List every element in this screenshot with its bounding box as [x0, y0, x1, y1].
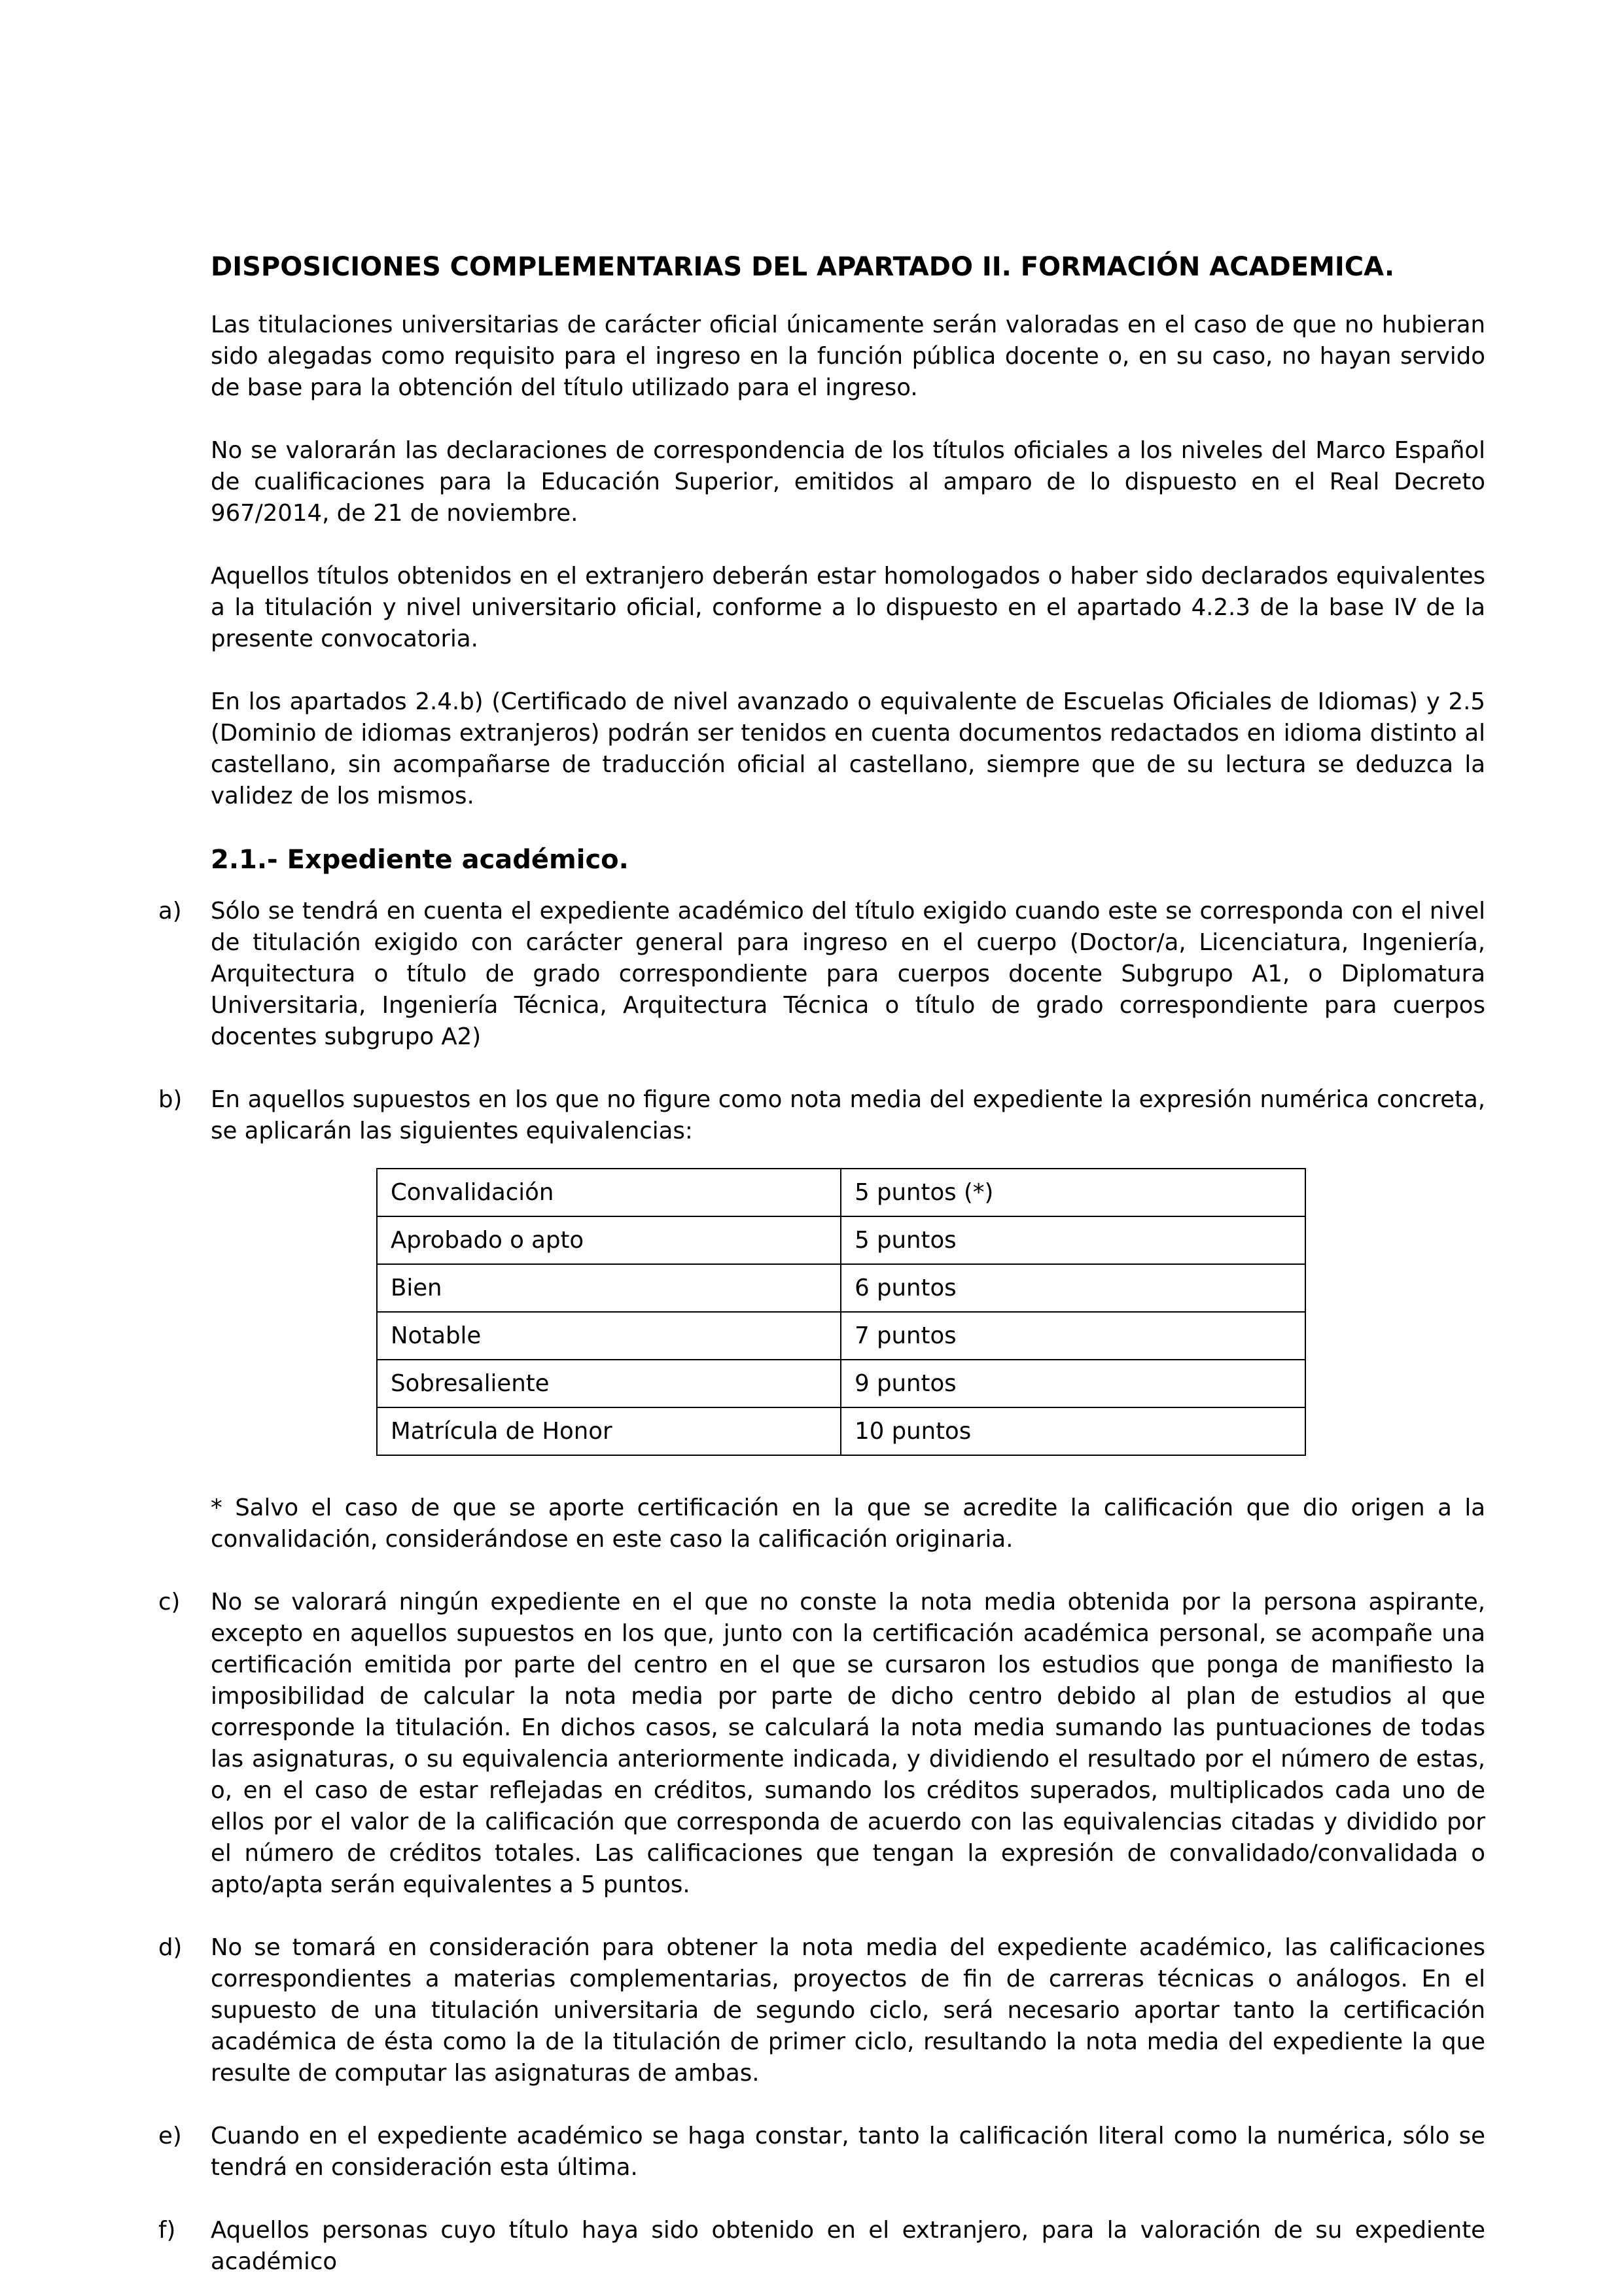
- table-row: [377, 1169, 1305, 1216]
- grade-cell: Sobresaliente: [377, 1360, 841, 1407]
- item-label: f): [158, 2217, 176, 2244]
- footnote: * Salvo el caso de que se aporte certificación en la que se acredite la calificación que dio origen a la convalidación, considerándose en este caso la calificación originaria.: [211, 1494, 1485, 1553]
- points-cell: 9 puntos: [841, 1360, 1305, 1407]
- list-item-f: [158, 2215, 1485, 2278]
- item-text: No se valorará ningún expediente en el que no conste la nota media obtenida por la persona aspirante, excepto en aquellos supuestos en los que, junto con la certificación académica personal, se acompañe una certificación emitida por parte del centro en el que se cursaron los estudios que ponga de manifiesto la imposibilidad de calcular la nota media por parte de dicho centro debido al plan de estudios al que corresponde la titulación. En dichos casos, se calculará la nota media sumando las puntuaciones de todas las asignaturas, o su equivalencia anteriormente indicada, y dividiendo el resultado por el número de estas, o, en el caso de estar reflejadas en créditos, sumando los créditos superados, multiplicados cada uno de ellos por el valor de la calificación que corresponda de acuerdo con las equivalencias citadas y dividido por el número de créditos totales. Las calificaciones que tengan la expresión de convalidado/convalidada o apto/apta serán equivalentes a 5 puntos.: [211, 1589, 1485, 1898]
- grade-cell: Aprobado o apto: [377, 1216, 841, 1264]
- item-text: Sólo se tendrá en cuenta el expediente académico del título exigido cuando este se corresponda con el nivel de titulación exigido con carácter general para ingreso en el cuerpo (Doctor/a, Licenciatura, Ingeniería, Arquitectura o título de grado correspondiente para cuerpos docente Subgrupo A1, o Diplomatura Universitaria, Ingeniería Técnica, Arquitectura Técnica o título de grado correspondiente para cuerpos docentes subgrupo A2): [211, 898, 1485, 1050]
- item-label: a): [158, 898, 182, 925]
- table-row: [377, 1407, 1305, 1455]
- points-cell: 6 puntos: [841, 1264, 1305, 1312]
- item-text: No se tomará en consideración para obtener la nota media del expediente académico, las calificaciones correspondientes a materias complementarias, proyectos de fin de carreras técnicas o análogos. En el supuesto de una titulación universitaria de segundo ciclo, será necesario aportar tanto la certificación académica de ésta como la de la titulación de primer ciclo, resultando la nota media del expediente la que resulte de computar las asignaturas de ambas.: [211, 1934, 1485, 2087]
- table-row: [377, 1312, 1305, 1360]
- list-item-d: [158, 1932, 1485, 2089]
- item-label: c): [158, 1589, 181, 1616]
- grade-cell: Notable: [377, 1312, 841, 1360]
- paragraph-titulaciones: Las titulaciones universitarias de carácter oficial únicamente serán valoradas en el caso de que no hubieran sido alegadas como requisito para el ingreso en la función pública docente o, en su caso, no hayan servido de base para la obtención del título utilizado para el ingreso.: [211, 311, 1485, 401]
- page-heading: DISPOSICIONES COMPLEMENTARIAS DEL APARTADO II. FORMACIÓN ACADEMICA.: [211, 252, 1395, 282]
- grade-cell: Bien: [377, 1264, 841, 1312]
- grade-cell: Matrícula de Honor: [377, 1407, 841, 1455]
- table-row: [377, 1264, 1305, 1312]
- grade-cell: Convalidación: [377, 1169, 841, 1216]
- list-item-b: [158, 1084, 1485, 1147]
- paragraph-extranjero: Aquellos títulos obtenidos en el extranjero deberán estar homologados o haber sido declarados equivalentes a la titulación y nivel universitario oficial, conforme a lo dispuesto en el apartado 4.2.3 de la base IV de la presente convocatoria.: [211, 563, 1485, 652]
- item-label: d): [158, 1934, 183, 1961]
- points-cell: 5 puntos (*): [841, 1169, 1305, 1216]
- table-row: [377, 1360, 1305, 1407]
- item-text: Cuando en el expediente académico se haga constar, tanto la calificación literal como la numérica, sólo se tendrá en consideración esta última.: [211, 2123, 1485, 2181]
- section-title: 2.1.- Expediente académico.: [211, 845, 629, 875]
- paragraph-declaraciones: No se valorarán las declaraciones de correspondencia de los títulos oficiales a los niveles del Marco Español de cualificaciones para la Educación Superior, emitidos al amparo de lo dispuesto en el Real Decreto 967/2014, de 21 de noviembre.: [211, 437, 1485, 527]
- item-label: b): [158, 1086, 183, 1113]
- equivalences-table: [376, 1168, 1306, 1456]
- item-text: Aquellos personas cuyo título haya sido obtenido en el extranjero, para la valoración de su expediente académico: [211, 2217, 1485, 2275]
- list-item-a: [158, 896, 1485, 1053]
- document-page: [158, 251, 1485, 2278]
- points-cell: 10 puntos: [841, 1407, 1305, 1455]
- list-item-c: [158, 1587, 1485, 1901]
- item-label: e): [158, 2123, 182, 2149]
- points-cell: 7 puntos: [841, 1312, 1305, 1360]
- points-cell: 5 puntos: [841, 1216, 1305, 1264]
- table-row: [377, 1216, 1305, 1264]
- paragraph-idiomas: En los apartados 2.4.b) (Certificado de nivel avanzado o equivalente de Escuelas Oficiales de Idiomas) y 2.5 (Dominio de idiomas extranjeros) podrán ser tenidos en cuenta documentos redactados en idioma distinto al castellano, sin acompañarse de traducción oficial al castellano, siempre que de su lectura se deduzca la validez de los mismos.: [211, 688, 1485, 809]
- list-item-e: [158, 2121, 1485, 2183]
- item-text: En aquellos supuestos en los que no figure como nota media del expediente la expresión numérica concreta, se aplicarán las siguientes equivalencias:: [211, 1086, 1485, 1144]
